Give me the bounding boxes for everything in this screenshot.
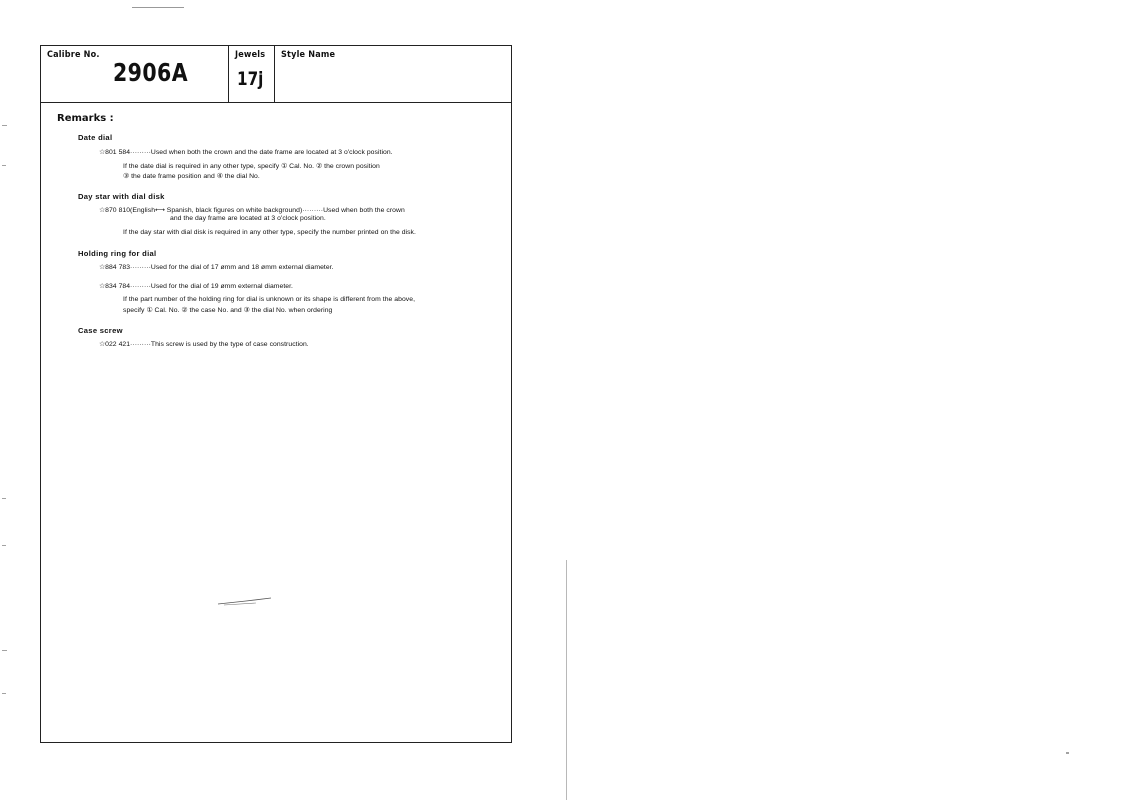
calibre-sheet <box>40 45 512 743</box>
scan-mark <box>2 650 7 651</box>
style-cell <box>275 46 511 102</box>
section-title-date-dial: Date dial <box>78 133 113 142</box>
section-title-day-star: Day star with dial disk <box>78 192 165 201</box>
jewels-label: Jewels <box>235 50 266 60</box>
scan-smudge-icon <box>216 594 276 608</box>
holding-ring-line-3: If the part number of the holding ring for dial is unknown or its shape is different from the above, <box>123 296 416 303</box>
section-title-holding-ring: Holding ring for dial <box>78 249 157 258</box>
jewels-count: 17j <box>237 68 264 90</box>
date-dial-line-1: ☆801 584·········Used when both the crown and the date frame are located at 3 o'clock position. <box>99 149 393 156</box>
section-title-case-screw: Case screw <box>78 326 123 335</box>
day-star-line-3: If the day star with dial disk is required in any other type, specify the number printed on the disk. <box>123 229 416 236</box>
scan-mark <box>2 693 6 694</box>
page-fold-line <box>566 560 567 800</box>
date-dial-line-3: ③ the date frame position and ④ the dial No. <box>123 173 260 180</box>
holding-ring-line-2: ☆834 784·········Used for the dial of 19 ømm external diameter. <box>99 283 293 290</box>
calibre-cell <box>41 46 229 102</box>
calibre-label: Calibre No. <box>47 50 100 60</box>
header-table <box>41 46 511 103</box>
scan-mark <box>2 545 6 546</box>
holding-ring-line-4: specify ① Cal. No. ② the case No. and ③ the dial No. when ordering <box>123 307 333 314</box>
scan-mark <box>2 498 6 499</box>
scan-mark <box>1066 752 1069 754</box>
scan-mark <box>2 165 6 166</box>
holding-ring-line-1: ☆884 783·········Used for the dial of 17 ømm and 18 ømm external diameter. <box>99 264 334 271</box>
case-screw-line-1: ☆022 421·········This screw is used by the type of case construction. <box>99 341 309 348</box>
jewels-cell <box>229 46 275 102</box>
style-name-label: Style Name <box>281 50 336 60</box>
day-star-line-1: ☆870 810(English⟷ Spanish, black figures on white background)·········Used when both the crown <box>99 207 405 214</box>
day-star-line-2: and the day frame are located at 3 o'clock position. <box>170 215 326 222</box>
scan-mark <box>2 125 7 126</box>
calibre-number: 2906A <box>113 58 188 87</box>
date-dial-line-2: If the date dial is required in any other type, specify ① Cal. No. ② the crown position <box>123 163 380 170</box>
scan-artifact-top <box>132 7 184 8</box>
remarks-title: Remarks : <box>57 113 114 124</box>
